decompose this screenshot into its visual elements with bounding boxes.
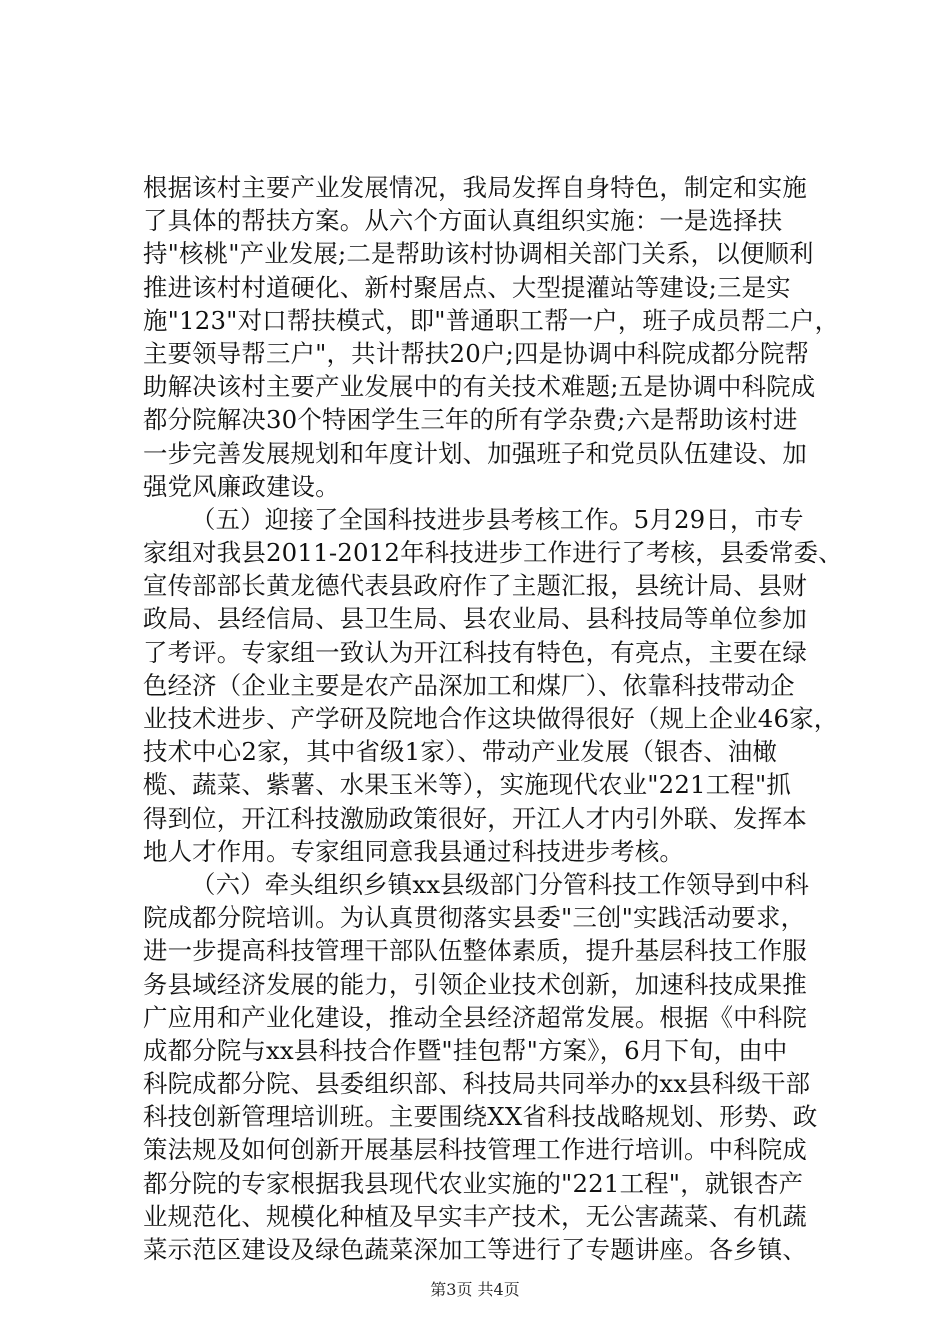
text-line: 得到位，开江科技激励政策很好，开江人才内引外联、发挥本 xyxy=(143,803,807,833)
text-line: 业技术进步、产学研及院地合作这块做得很好（规上企业46家， xyxy=(143,704,839,733)
text-line: 了考评。专家组一致认为开江科技有特色，有亮点，主要在绿 xyxy=(143,637,807,667)
page-footer: 第3页 共4页 xyxy=(430,1280,520,1299)
document-body xyxy=(143,171,843,1266)
text-line: 根据该村主要产业发展情况，我局发挥自身特色，制定和实施 xyxy=(143,173,807,202)
text-line: 主要领导帮三户"，共计帮扶20户;四是协调中科院成都分院帮 xyxy=(143,338,810,368)
text-line: 家组对我县2011-2012年科技进步工作进行了考核，县委常委、 xyxy=(143,538,843,568)
text-line: 地人才作用。专家组同意我县通过科技进步考核。 xyxy=(143,836,684,866)
text-line: 强党风廉政建设。 xyxy=(143,471,340,501)
text-line: 技术中心2家，其中省级1家）、带动产业发展（银杏、油橄 xyxy=(143,737,778,767)
paragraph-start-line: （五）迎接了全国科技进步县考核工作。5月29日，市专 xyxy=(191,504,804,534)
text-line: 助解决该村主要产业发展中的有关技术难题;五是协调中科院成 xyxy=(143,372,816,402)
text-line: 榄、蔬菜、紫薯、水果玉米等），实施现代农业"221工程"抓 xyxy=(143,770,791,800)
text-line: 成都分院与xx县科技合作暨"挂包帮"方案》，6月下旬，由中 xyxy=(143,1035,788,1065)
text-line: 推进该村村道硬化、新村聚居点、大型提灌站等建设;三是实 xyxy=(143,272,791,302)
paragraph-start-line: （六）牵头组织乡镇xx县级部门分管科技工作领导到中科 xyxy=(191,869,810,899)
text-line: 持"核桃"产业发展;二是帮助该村协调相关部门关系，以便顺利 xyxy=(143,239,814,269)
text-line: 都分院的专家根据我县现代农业实施的"221工程"，就银杏产 xyxy=(143,1168,804,1198)
text-line: 科院成都分院、县委组织部、科技局共同举办的xx县科级干部 xyxy=(143,1069,811,1099)
text-line: 务县域经济发展的能力，引领企业技术创新，加速科技成果推 xyxy=(143,969,807,999)
text-line: 进一步提高科技管理干部队伍整体素质，提升基层科技工作服 xyxy=(143,936,807,966)
text-line: 宣传部部长黄龙德代表县政府作了主题汇报，县统计局、县财 xyxy=(143,571,807,601)
text-line: 菜示范区建设及绿色蔬菜深加工等进行了专题讲座。各乡镇、 xyxy=(143,1235,807,1264)
text-line: 院成都分院培训。为认真贯彻落实县委"三创"实践活动要求， xyxy=(143,903,806,933)
text-line: 策法规及如何创新开展基层科技管理工作进行培训。中科院成 xyxy=(143,1135,807,1165)
text-line: 色经济（企业主要是农产品深加工和煤厂）、依靠科技带动企 xyxy=(143,670,795,700)
text-line: 广应用和产业化建设，推动全县经济超常发展。根据《中科院 xyxy=(143,1002,807,1032)
text-line: 政局、县经信局、县卫生局、县农业局、县科技局等单位参加 xyxy=(143,604,807,634)
text-line: 了具体的帮扶方案。从六个方面认真组织实施：一是选择扶 xyxy=(143,206,783,236)
text-line: 都分院解决30个特困学生三年的所有学杂费;六是帮助该村进 xyxy=(143,405,798,435)
text-line: 一步完善发展规划和年度计划、加强班子和党员队伍建设、加 xyxy=(143,438,807,468)
text-line: 业规范化、规模化种植及早实丰产技术，无公害蔬菜、有机蔬 xyxy=(143,1201,807,1231)
text-line: 科技创新管理培训班。主要围绕XX省科技战略规划、形势、政 xyxy=(143,1102,818,1132)
text-line: 施"123"对口帮扶模式，即"普通职工帮一户，班子成员帮二户， xyxy=(143,305,840,335)
